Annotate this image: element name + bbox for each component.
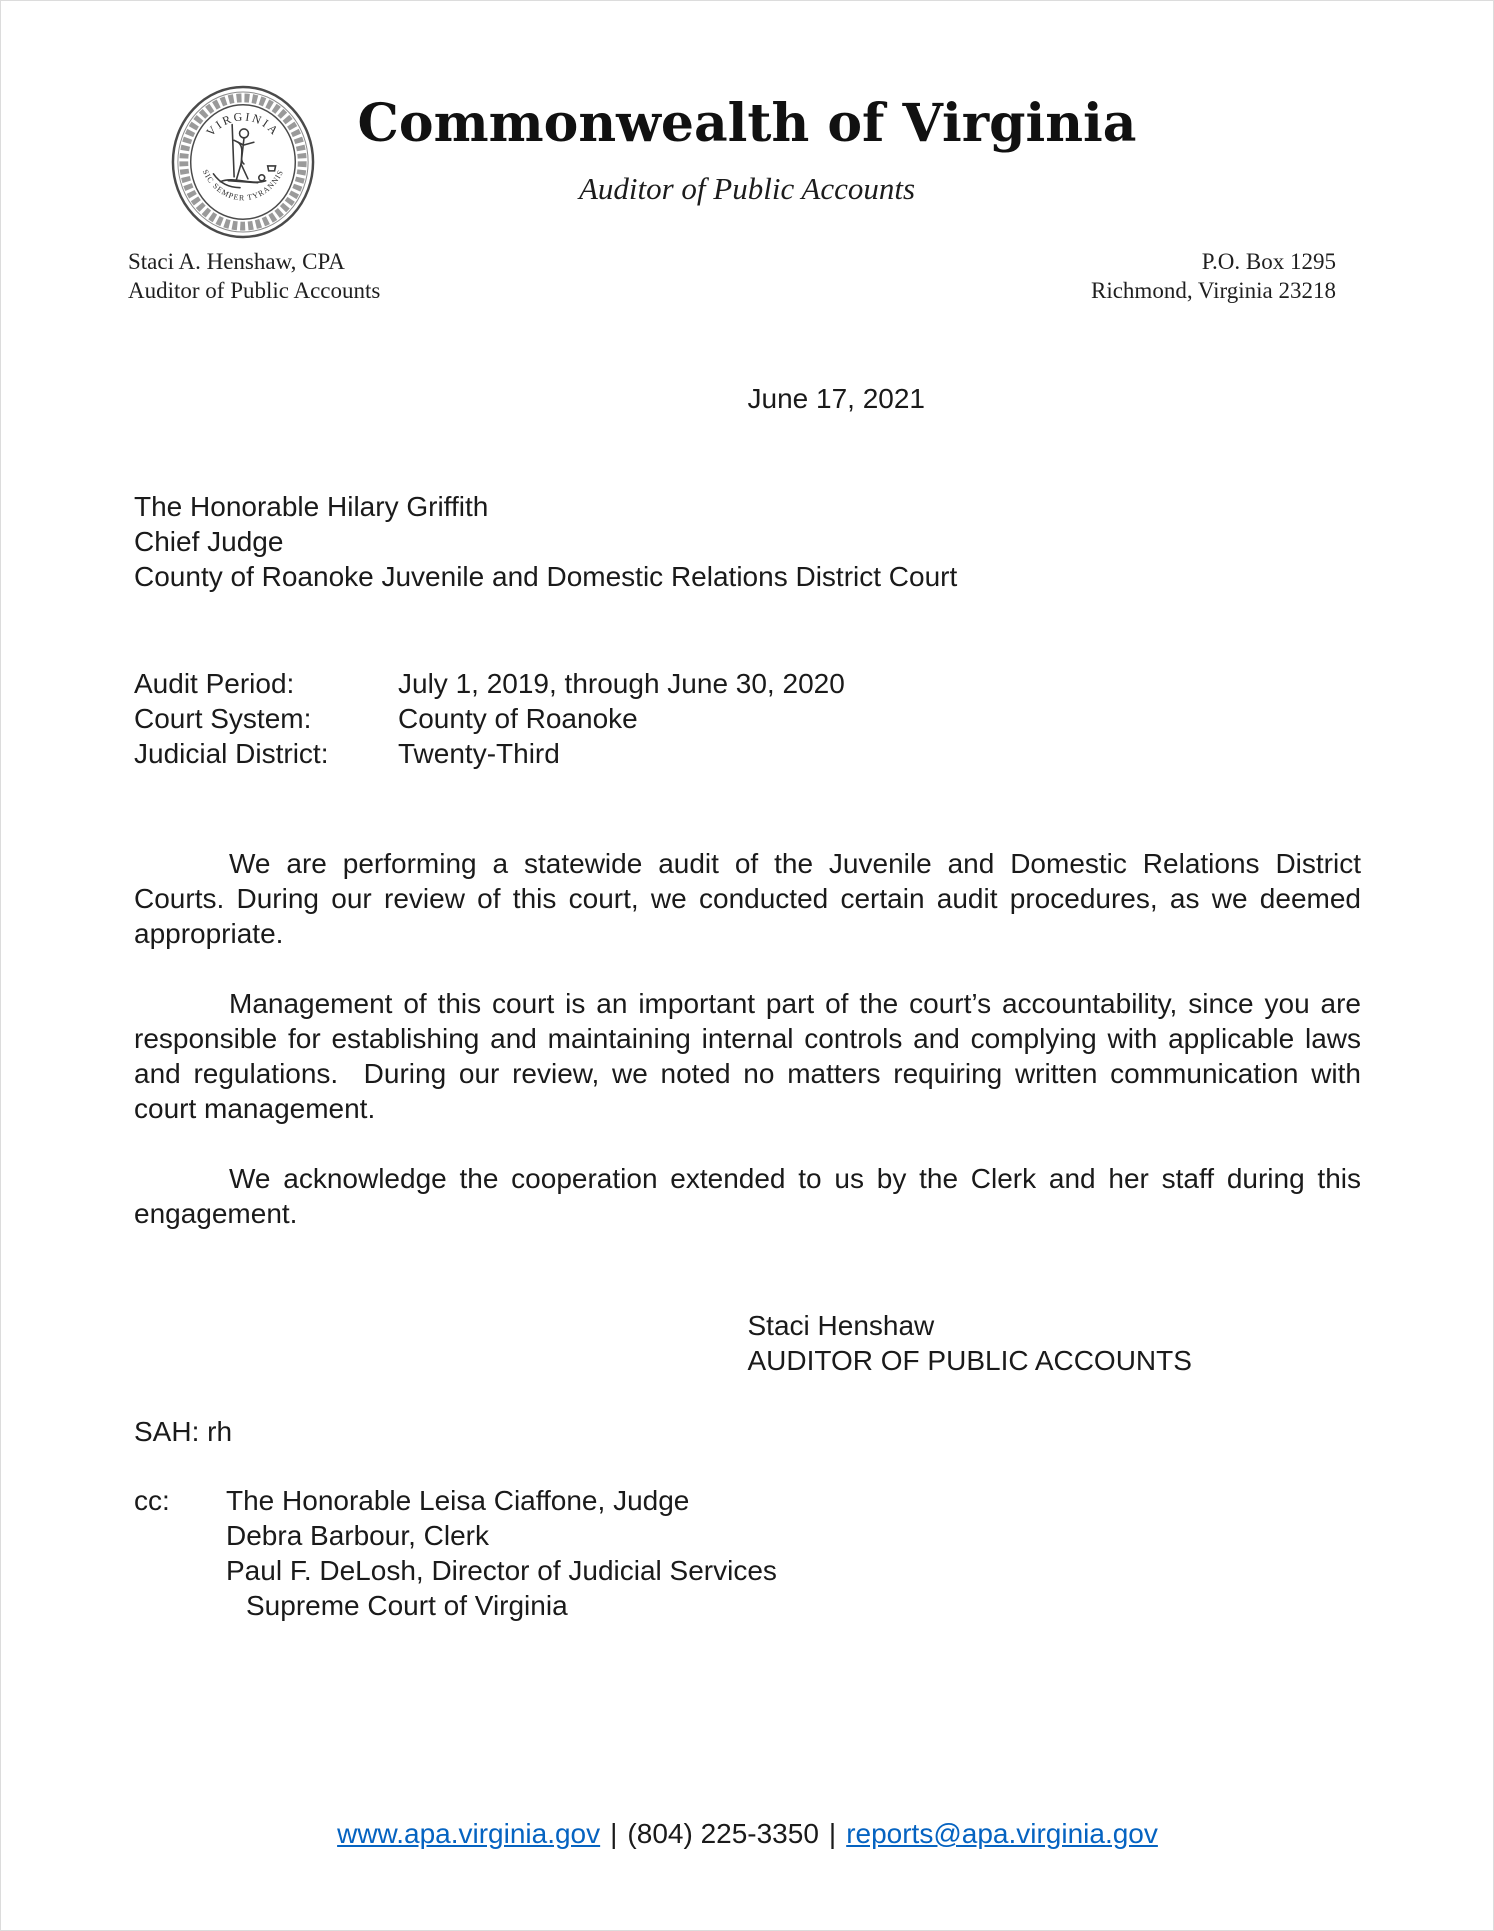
email-link[interactable]: reports@apa.virginia.gov <box>846 1818 1158 1849</box>
official-contact-block <box>128 247 380 305</box>
cc-item-suborg: Supreme Court of Virginia <box>246 1590 568 1621</box>
cc-item: Paul F. DeLosh, Director of Judicial Services <box>226 1555 777 1586</box>
address-line-2: Richmond, Virginia 23218 <box>1090 278 1336 303</box>
commonwealth-title: Commonwealth of Virginia <box>357 93 1137 154</box>
audit-period-label: Audit Period: <box>134 668 295 699</box>
office-address-block <box>1091 247 1336 305</box>
letter-body <box>134 321 1361 1851</box>
seal-bottom-text: SIC SEMPER TYRANNIS <box>200 168 286 203</box>
letter-date: June 17, 2021 <box>747 383 925 414</box>
detail-row-audit-period <box>134 666 1361 701</box>
signature-name: Staci Henshaw <box>747 1310 935 1341</box>
cc-list <box>226 1483 777 1623</box>
letterhead-titles <box>1 93 1493 207</box>
cc-label: cc: <box>134 1485 170 1516</box>
audit-details <box>134 666 1361 771</box>
detail-row-judicial-district <box>134 736 1361 771</box>
judicial-district-value: Twenty-Third <box>398 738 560 769</box>
recipient-name: The Honorable Hilary Griffith <box>134 491 489 522</box>
court-system-value: County of Roanoke <box>398 703 638 734</box>
cc-item: Debra Barbour, Clerk <box>226 1520 490 1551</box>
signature-title: AUDITOR OF PUBLIC ACCOUNTS <box>747 1345 1192 1376</box>
detail-row-court-system <box>134 701 1361 736</box>
recipient-court: County of Roanoke Juvenile and Domestic Relations District Court <box>134 561 958 592</box>
signature-block <box>134 1308 1361 1378</box>
footer-contact-line <box>134 1816 1361 1851</box>
address-line-1: P.O. Box 1295 <box>1201 249 1336 274</box>
court-system-label: Court System: <box>134 703 312 734</box>
recipient-block <box>134 489 1361 594</box>
audit-period-value: July 1, 2019, through June 30, 2020 <box>398 668 845 699</box>
letterhead <box>1 1 1493 321</box>
paragraph-acknowledgement: We acknowledge the cooperation extended to us by the Clerk and her staff during this engagement. <box>134 1163 1361 1229</box>
recipient-title: Chief Judge <box>134 526 284 557</box>
footer-separator: | <box>610 1818 618 1849</box>
footer-separator: | <box>828 1818 837 1849</box>
cc-item: The Honorable Leisa Ciaffone, Judge <box>226 1485 690 1516</box>
website-link[interactable]: www.apa.virginia.gov <box>337 1818 601 1849</box>
agency-subtitle: Auditor of Public Accounts <box>578 171 916 206</box>
seal-top-text: VIRGINIA <box>203 109 283 139</box>
official-name: Staci A. Henshaw, CPA <box>128 249 345 274</box>
official-title: Auditor of Public Accounts <box>128 278 381 303</box>
cc-block <box>134 1483 1361 1623</box>
paragraph-management: Management of this court is an important part of the court’s accountability, since you are responsible for establishing and maintaining internal controls and complying with applicable laws and regulations. During our review, we noted no matters requiring written communication with court management. <box>134 988 1361 1124</box>
judicial-district-label: Judicial District: <box>134 738 329 769</box>
phone-number: (804) 225-3350 <box>627 1818 819 1849</box>
paragraph-audit-scope: We are performing a statewide audit of the Juvenile and Domestic Relations District Courts. During our review of this court, we conducted certain audit procedures, as we deemed appropriate. <box>134 848 1361 949</box>
reference-initials: SAH: rh <box>134 1416 233 1447</box>
